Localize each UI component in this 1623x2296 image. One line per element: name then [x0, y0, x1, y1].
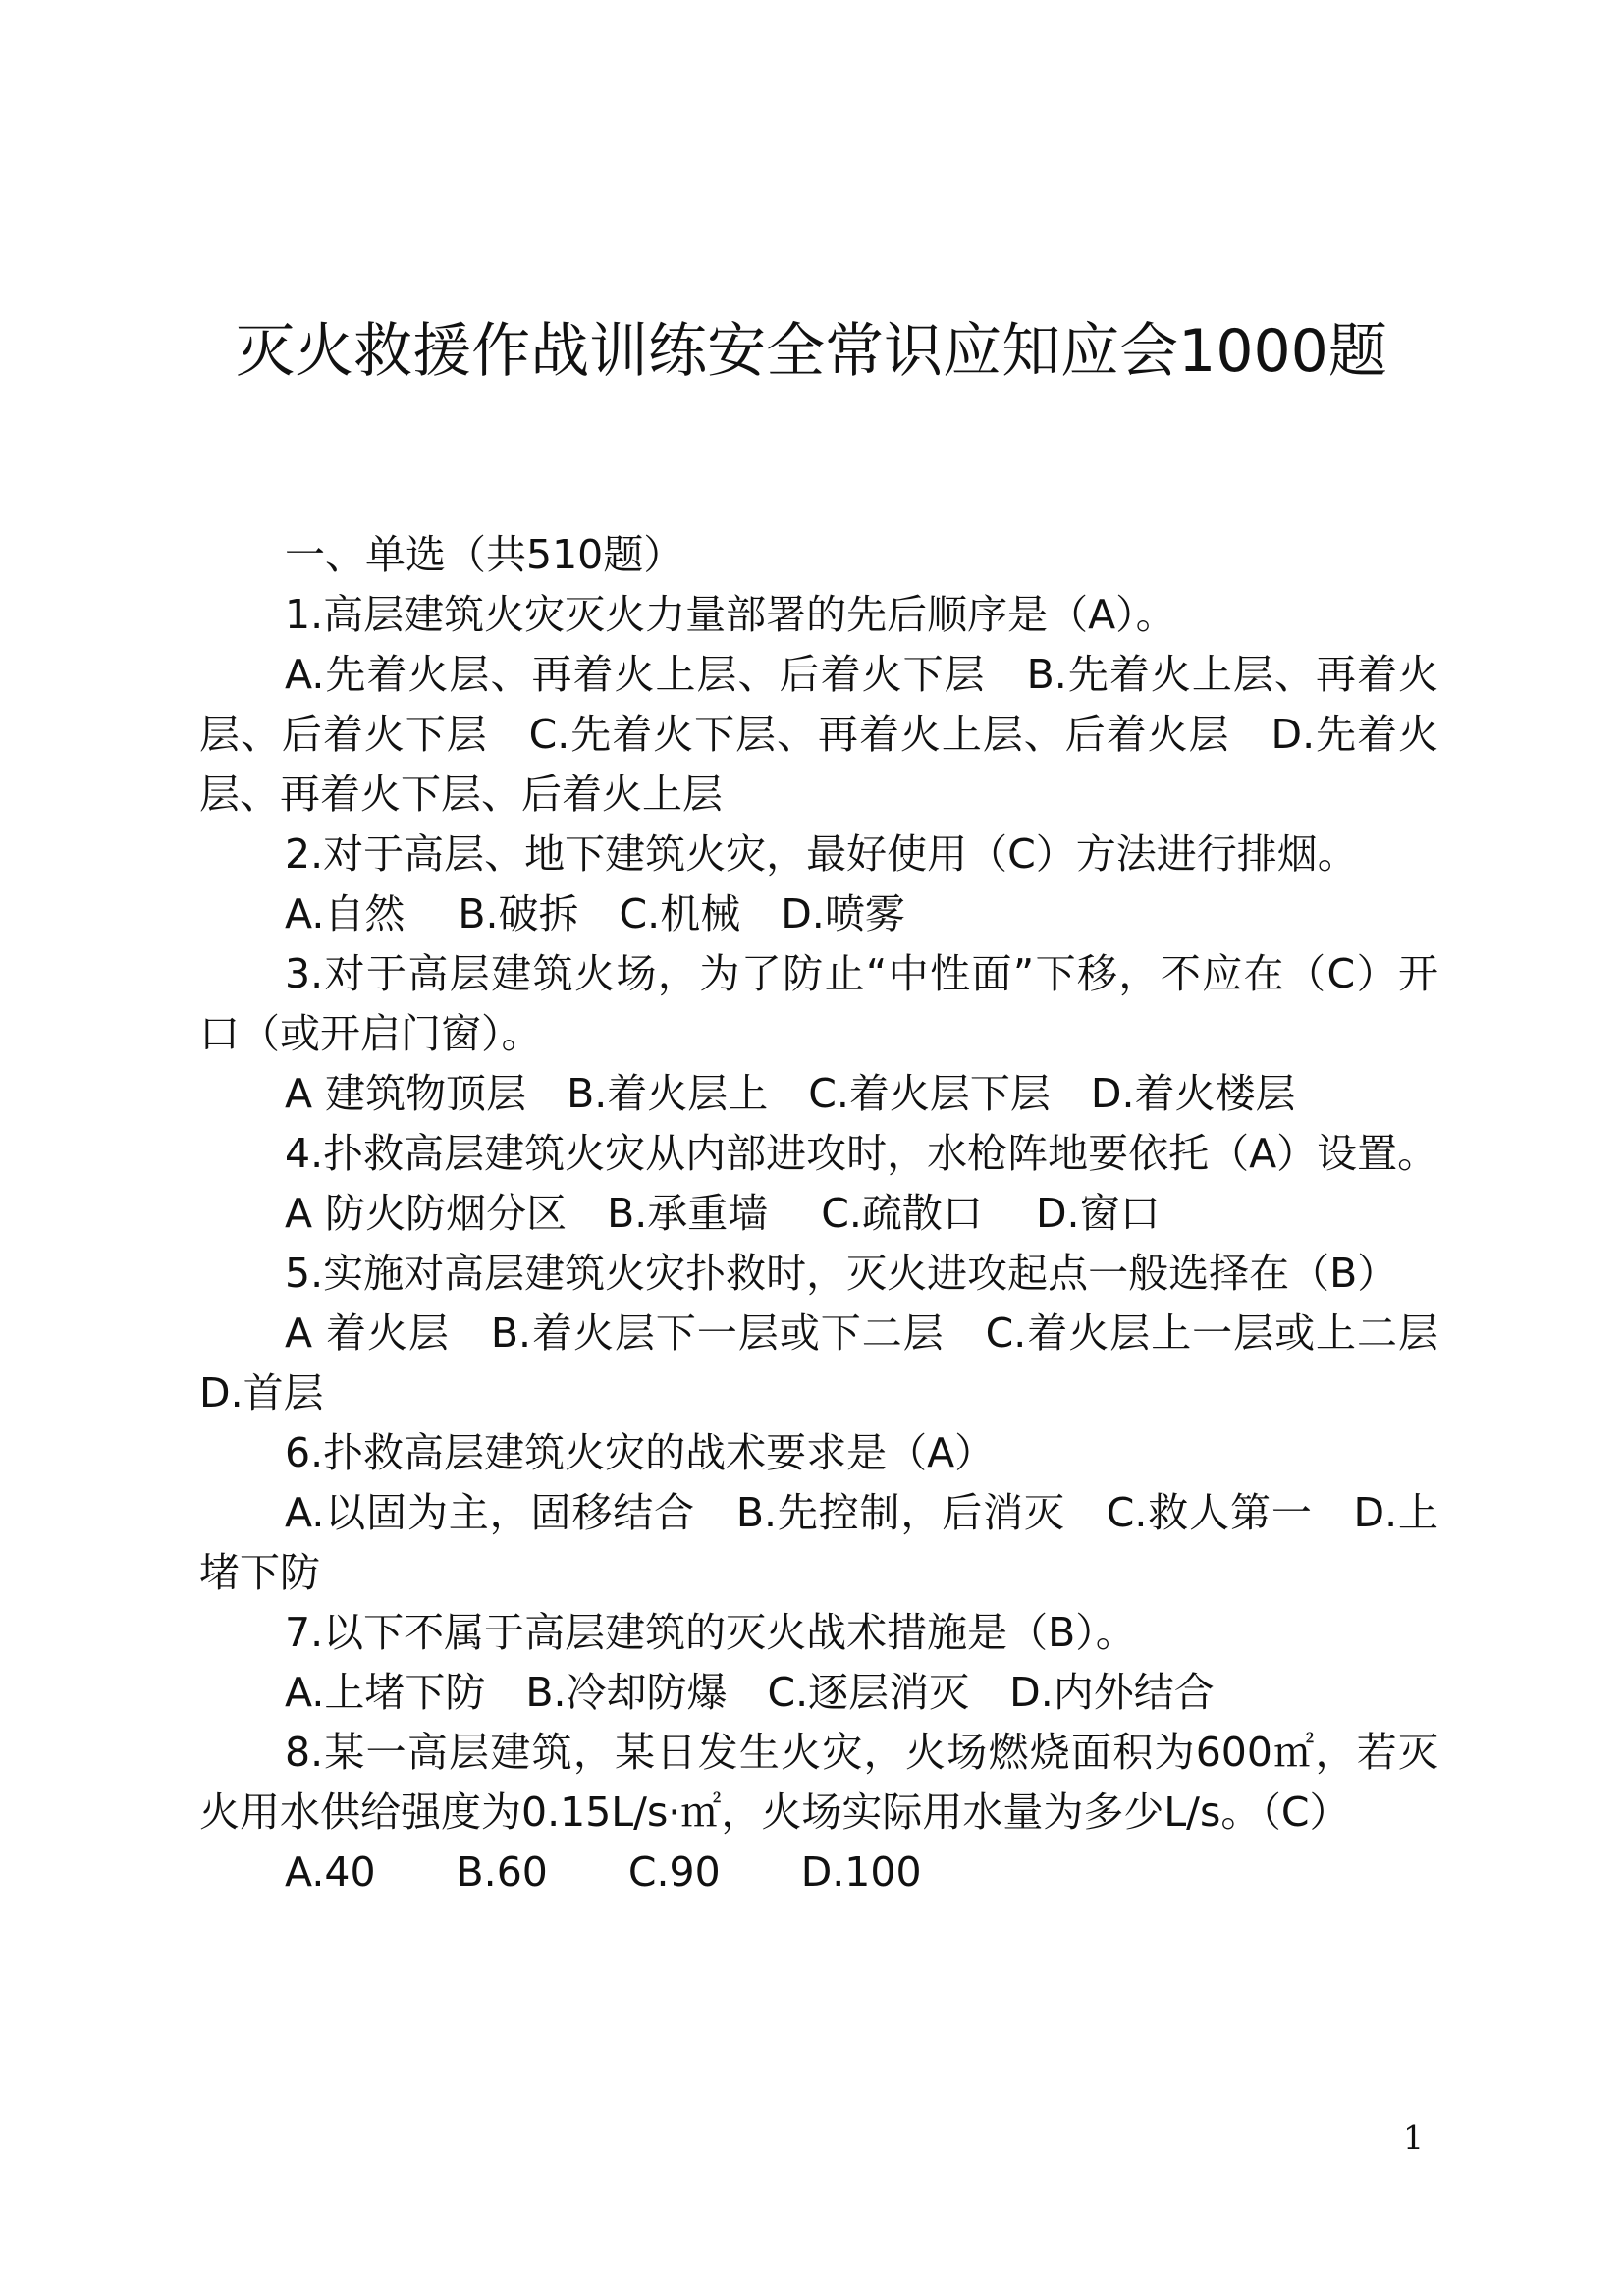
question-stem: 3.对于高层建筑火场，为了防止“中性面”下移，不应在（C）开口（或开启门窗）。: [199, 950, 1438, 1057]
question-options: A.以固为主，固移结合 B.先控制，后消灭 C.救人第一 D.上堵下防: [199, 1489, 1438, 1596]
question-stem: 4.扑救高层建筑火灾从内部进攻时，水枪阵地要依托（A）设置。: [285, 1130, 1438, 1177]
question-stem: 2.对于高层、地下建筑火灾，最好使用（C）方法进行排烟。: [285, 830, 1358, 878]
question-options: A.自然 B.破拆 C.机械 D.喷雾: [285, 890, 905, 937]
document-title: 灭火救援作战训练安全常识应知应会1000题: [236, 317, 1387, 386]
question-stem: 1.高层建筑火灾灭火力量部署的先后顺序是（A）。: [285, 591, 1176, 638]
question-options: A.40 B.60 C.90 D.100: [285, 1848, 922, 1896]
question-stem: 8.某一高层建筑，某日发生火灾，火场燃烧面积为600㎡，若灭火用水供给强度为0.15L/s·㎡，火场实际用水量为多少L/s。（C）: [199, 1729, 1438, 1836]
question-stem: 5.实施对高层建筑火灾扑救时，灭火进攻起点一般选择在（B）: [285, 1250, 1398, 1297]
document-body: [199, 525, 1479, 1902]
question-stem: 6.扑救高层建筑火灾的战术要求是（A）: [285, 1429, 996, 1476]
section-heading: 一、单选（共510题）: [285, 531, 684, 578]
question-options: A 着火层 B.着火层下一层或下二层 C.着火层上一层或上二层 D.首层: [199, 1309, 1479, 1416]
question-stem: 7.以下不属于高层建筑的灭火战术措施是（B）。: [285, 1609, 1136, 1656]
question-options: A.上堵下防 B.冷却防爆 C.逐层消灭 D.内外结合: [285, 1669, 1215, 1716]
question-options: A 防火防烟分区 B.承重墙 C.疏散口 D.窗口: [285, 1190, 1161, 1237]
question-options: A 建筑物顶层 B.着火层上 C.着火层下层 D.着火楼层: [285, 1070, 1296, 1117]
question-options: A.先着火层、再着火上层、后着火下层 B.先着火上层、再着火层、后着火下层 C.先着火下层、再着火上层、后着火层 D.先着火层、再着火下层、后着火上层: [199, 651, 1438, 818]
page-number: 1: [1403, 2118, 1424, 2157]
